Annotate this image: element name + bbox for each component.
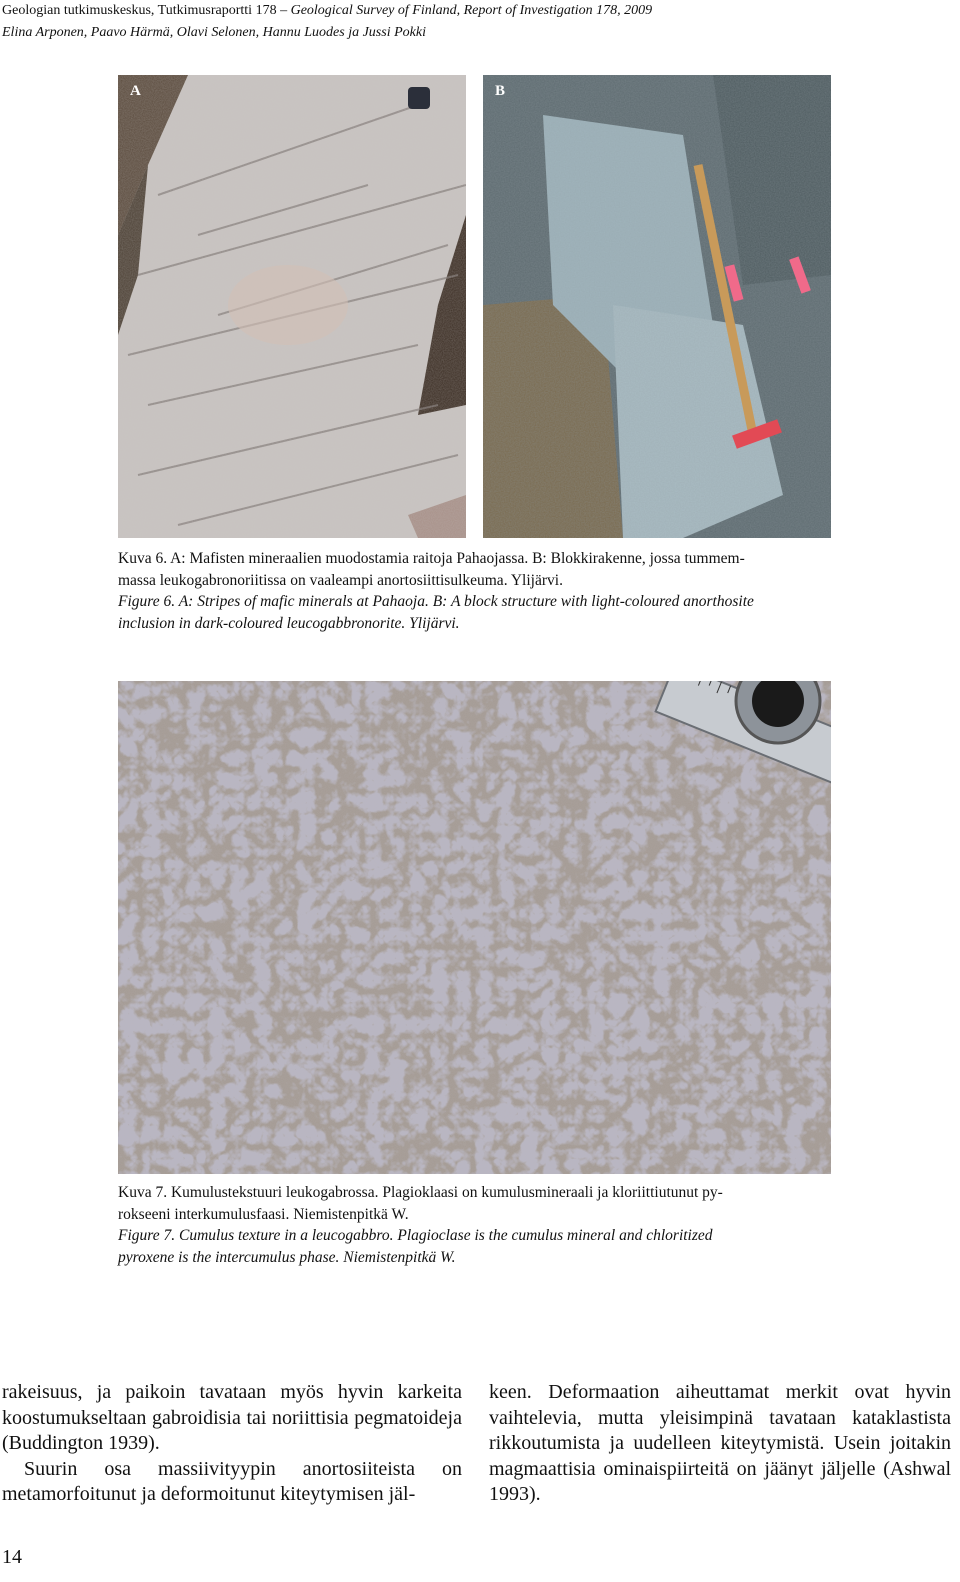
- body-left-paragraph-1: rakeisuus, ja paikoin tavataan myös hyvin karkeita koostumukseltaan gabroidisia tai noriittisia pegmatoideja (Buddington 1939).: [2, 1381, 462, 1454]
- figure6-photo-b: [483, 75, 831, 538]
- figure7-caption-en-line1: Figure 7. Cumulus texture in a leucogabbro. Plagioclase is the cumulus mineral and chloritized: [118, 1227, 713, 1244]
- figure7-photo: [118, 681, 831, 1174]
- body-column-left: [2, 1380, 462, 1508]
- page-number: 14: [2, 1546, 22, 1568]
- running-header: [2, 0, 652, 44]
- header-authors: Elina Arponen, Paavo Härmä, Olavi Selonen, Hannu Luodes ja Jussi Pokki: [2, 25, 426, 40]
- figure6-photo-a: [118, 75, 466, 538]
- figure7-caption-en-line2: pyroxene is the intercumulus phase. Niemistenpitkä W.: [118, 1248, 456, 1266]
- header-journal-en: Geological Survey of Finland, Report of Investigation 178, 2009: [290, 3, 653, 18]
- body-column-right: [489, 1380, 951, 1508]
- header-journal-fi: Geologian tutkimuskeskus, Tutkimusraportti 178 –: [2, 3, 291, 18]
- header-line-1: [2, 0, 652, 22]
- figure6-panel-b-label: B: [495, 83, 506, 99]
- figure6-caption-fi-line1: Kuva 6. A: Mafisten mineraalien muodostamia raitoja Pahaojassa. B: Blokkirakenne, jossa tummem-: [118, 550, 745, 567]
- figure6-panel-a-label: A: [130, 83, 141, 99]
- figure6-caption: [118, 548, 848, 634]
- figure6-caption-fi-line2: massa leukogabronoriitissa on vaaleampi anortosiittisulkeuma. Ylijärvi.: [118, 571, 563, 589]
- figure7-caption-fi-line2: rokseeni interkumulusfaasi. Niemistenpitkä W.: [118, 1205, 409, 1223]
- figure6-caption-en-line1: Figure 6. A: Stripes of mafic minerals at Pahaoja. B: A block structure with light-coloured anorthosite: [118, 593, 754, 610]
- body-left-paragraph-2: Suurin osa massiivityypin anortosiiteista on metamorfoitunut ja deformoitunut kiteytymisen jäl-: [2, 1457, 462, 1505]
- figure7-caption-fi-line1: Kuva 7. Kumulustekstuuri leukogabrossa. Plagioklaasi on kumulusmineraali ja kloriittiutunut py-: [118, 1184, 723, 1201]
- figure7-caption: [118, 1182, 848, 1268]
- body-right-paragraph-1: keen. Deformaation aiheuttamat merkit ovat hyvin vaihtelevia, mutta yleisimpinä tavataan kataklastista rikkoutumista ja uudelleen kiteytymistä. Usein joitakin magmaattisia ominaispiirteitä on jäänyt jäljelle (Ashwal 1993).: [489, 1381, 951, 1505]
- figure6-caption-en-line2: inclusion in dark-coloured leucogabbronorite. Ylijärvi.: [118, 614, 460, 632]
